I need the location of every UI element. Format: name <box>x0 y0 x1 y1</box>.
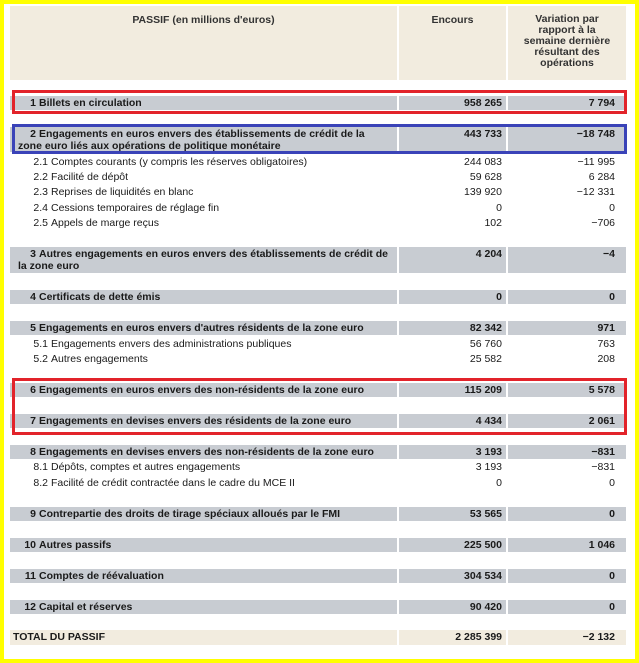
table-row: 1 Billets en circulation 958 265 7 794 <box>10 96 626 110</box>
table-row: 8 Engagements en devises envers des non-résidents de la zone euro 3 193 −831 <box>10 445 626 459</box>
table-row: 12 Capital et réserves 90 420 0 <box>10 600 626 614</box>
table-row: 2.4 Cessions temporaires de réglage fin 0 0 <box>33 202 615 214</box>
table-row: 2.5 Appels de marge reçus 102 −706 <box>33 217 615 229</box>
table-row: 5 Engagements en euros envers d'autres résidents de la zone euro 82 342 971 <box>10 321 626 335</box>
edge-marker <box>0 99 3 109</box>
table-row: 5.2 Autres engagements 25 582 208 <box>33 353 615 365</box>
edge-marker <box>0 418 3 428</box>
edge-marker <box>0 131 3 141</box>
total-row: TOTAL DU PASSIF 2 285 399 −2 132 <box>10 630 626 645</box>
table-row: 4 Certificats de dette émis 0 0 <box>10 290 626 304</box>
table-row: 8.1 Dépôts, comptes et autres engagements 3 193 −831 <box>33 461 615 473</box>
table-row: 2.2 Facilité de dépôt 59 628 6 284 <box>33 171 615 183</box>
table-row: 2.3 Reprises de liquidités en blanc 139 920 −12 331 <box>33 186 615 198</box>
table-row: 8.2 Facilité de crédit contractée dans le cadre du MCE II 0 0 <box>33 477 615 489</box>
header-encours: Encours <box>399 6 506 80</box>
table-row: 3 Autres engagements en euros envers des établissements de crédit de la zone euro 4 204 −4 <box>10 247 626 273</box>
table-row: 5.1 Engagements envers des administrations publiques 56 760 763 <box>33 338 615 350</box>
header-variation: Variation par rapport à la semaine dernière résultant des opérations <box>508 6 626 80</box>
header-passif: PASSIF (en millions d'euros) <box>10 6 397 80</box>
table-row: 2.1 Comptes courants (y compris les réserves obligatoires) 244 083 −11 995 <box>33 156 615 168</box>
table-row: 7 Engagements en devises envers des résidents de la zone euro 4 434 2 061 <box>10 414 626 428</box>
table-row: 9 Contrepartie des droits de tirage spéciaux alloués par le FMI 53 565 0 <box>10 507 626 521</box>
table-row: 2 Engagements en euros envers des établissements de crédit de la zone euro liés aux opérations de politique monétaire 443 733 −18 748 <box>10 127 626 152</box>
table-row: 10 Autres passifs 225 500 1 046 <box>10 538 626 552</box>
table-row: 11 Comptes de réévaluation 304 534 0 <box>10 569 626 583</box>
table-row: 6 Engagements en euros envers des non-résidents de la zone euro 115 209 5 578 <box>10 383 626 397</box>
edge-marker <box>0 387 3 397</box>
